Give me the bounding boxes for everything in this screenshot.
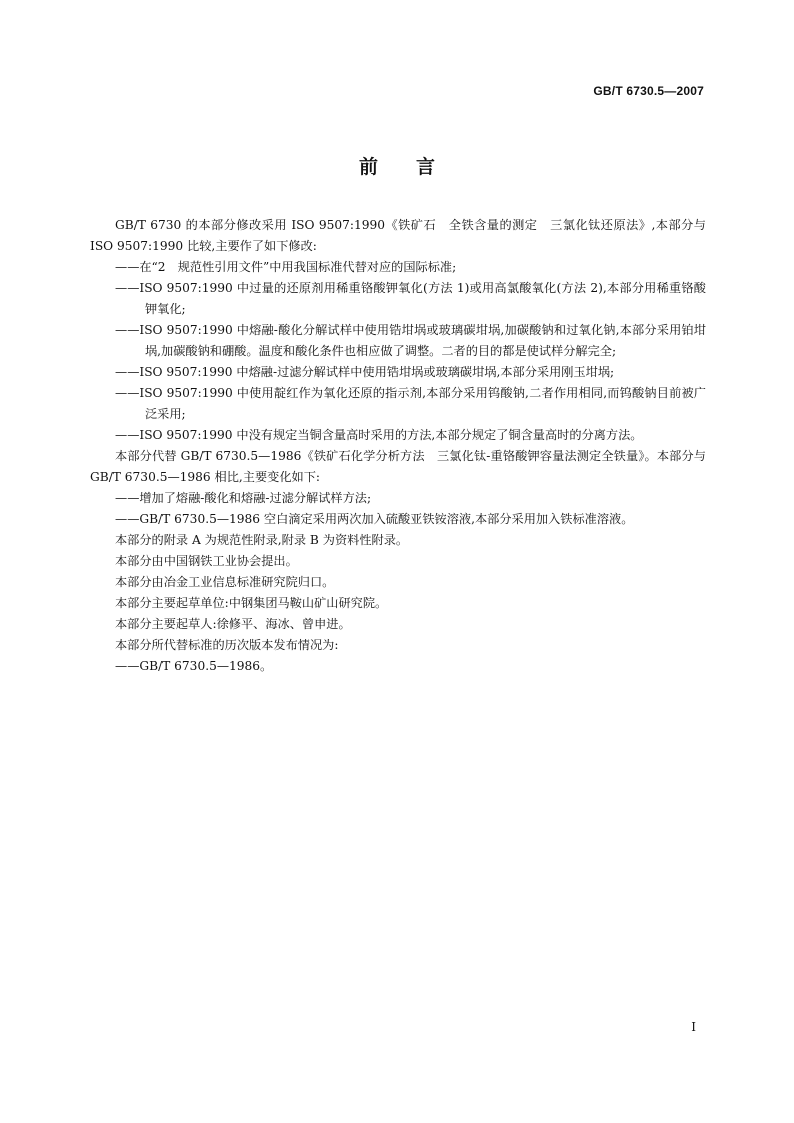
page-number: I <box>691 1020 696 1034</box>
list-item: ——GB/T 6730.5—1986。 <box>115 659 273 673</box>
list-item: ——GB/T 6730.5—1986 空白滴定采用两次加入硫酸亚铁铵溶液,本部分采用加入铁标准溶液。 <box>115 512 634 526</box>
closing-paragraph: 本部分的附录 A 为规范性附录,附录 B 为资料性附录。 <box>115 533 409 547</box>
document-body <box>90 215 706 677</box>
page-title: 前言 <box>358 156 473 178</box>
list-item: ——ISO 9507:1990 中使用靛红作为氧化还原的指示剂,本部分采用钨酸钠,二者作用相同,而钨酸钠目前被广泛采用; <box>115 386 706 421</box>
standard-number: GB/T 6730.5—2007 <box>593 84 704 98</box>
list-item: ——ISO 9507:1990 中没有规定当铜含量高时采用的方法,本部分规定了铜含量高时的分离方法。 <box>115 428 643 442</box>
closing-paragraph: 本部分所代替标准的历次版本发布情况为: <box>115 638 339 652</box>
replacement-paragraph: 本部分代替 GB/T 6730.5—1986《铁矿石化学分析方法 三氯化钛-重铬酸钾容量法测定全铁量》。本部分与 GB/T 6730.5—1986 相比,主要变化如下: <box>90 449 706 484</box>
intro-paragraph: GB/T 6730 的本部分修改采用 ISO 9507:1990《铁矿石 全铁含量的测定 三氯化钛还原法》,本部分与 ISO 9507:1990 比较,主要作了如下修改: <box>90 218 706 253</box>
closing-paragraph: 本部分主要起草单位:中钢集团马鞍山矿山研究院。 <box>115 596 388 610</box>
list-item: ——增加了熔融-酸化和熔融-过滤分解试样方法; <box>115 491 372 505</box>
list-item: ——ISO 9507:1990 中过量的还原剂用稀重铬酸钾氧化(方法 1)或用高氯酸氧化(方法 2),本部分用稀重铬酸钾氧化; <box>115 281 706 316</box>
closing-paragraph: 本部分由中国钢铁工业协会提出。 <box>115 554 298 568</box>
closing-paragraph: 本部分主要起草人:徐修平、海冰、曾申进。 <box>115 617 351 631</box>
closing-paragraph: 本部分由冶金工业信息标准研究院归口。 <box>115 575 335 589</box>
list-item: ——ISO 9507:1990 中熔融-过滤分解试样中使用锆坩埚或玻璃碳坩埚,本部分采用刚玉坩埚; <box>115 365 615 379</box>
list-item: ——在“2 规范性引用文件”中用我国标准代替对应的国际标准; <box>115 260 457 274</box>
list-item: ——ISO 9507:1990 中熔融-酸化分解试样中使用锆坩埚或玻璃碳坩埚,加碳酸钠和过氧化钠,本部分采用铂坩埚,加碳酸钠和硼酸。温度和酸化条件也相应做了调整。二者的目的都是使试样分解完全; <box>115 323 706 358</box>
